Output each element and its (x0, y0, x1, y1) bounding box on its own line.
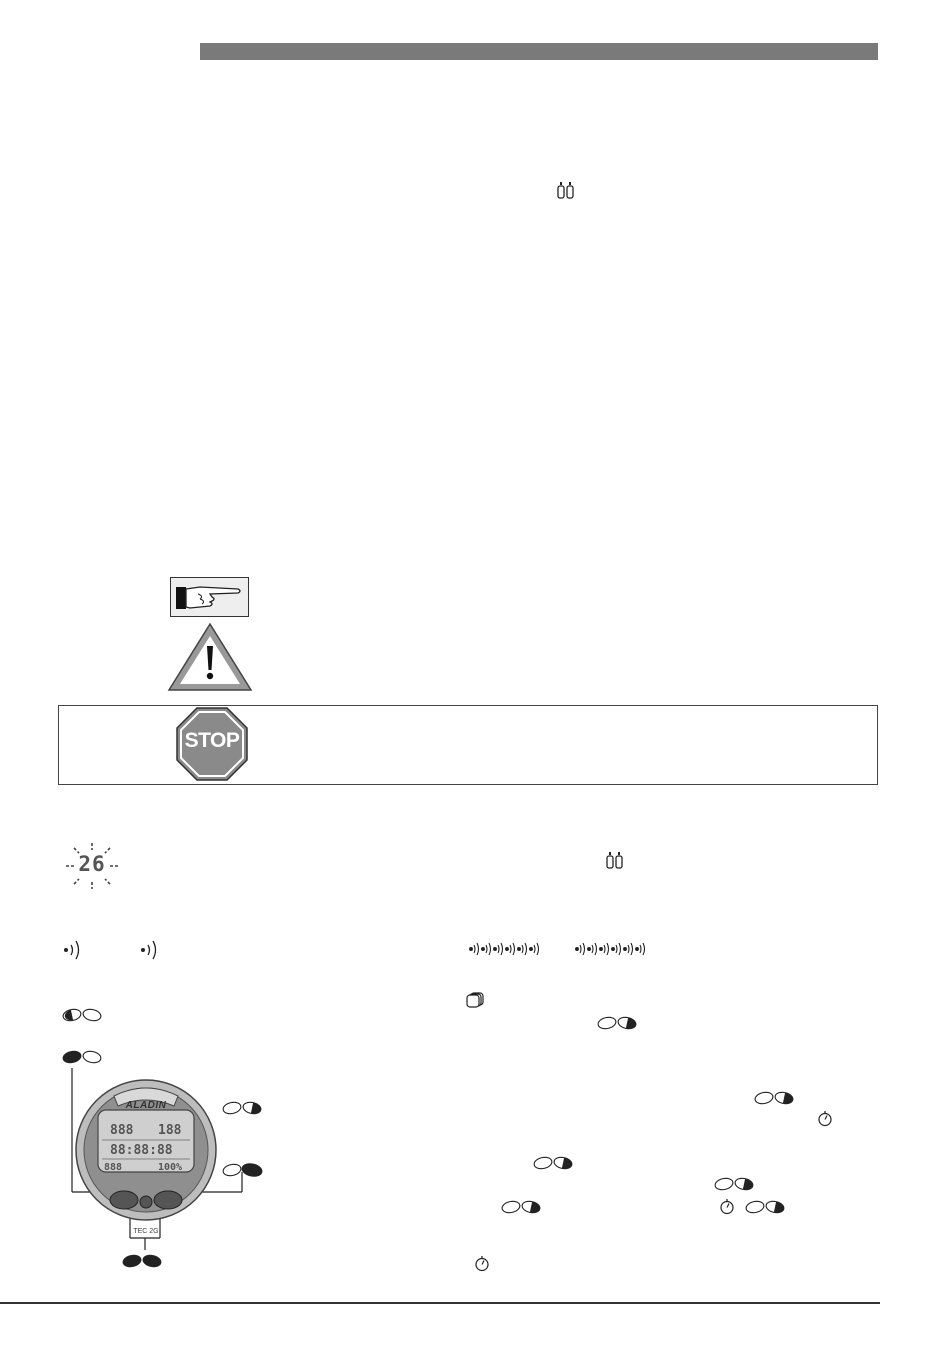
logbook-icon (465, 991, 485, 1009)
twin-tank-icon (605, 851, 625, 869)
svg-text:88:88:88: 88:88:88 (110, 1143, 173, 1158)
pointing-hand-note-icon (170, 577, 249, 617)
audible-signal-icon (62, 936, 86, 962)
button-pair-icon (500, 1199, 542, 1215)
audible-signal-series-icon (574, 940, 646, 958)
button-pair-icon (596, 1015, 638, 1031)
svg-text:888: 888 (110, 1123, 134, 1138)
twin-tank-icon (556, 181, 576, 199)
svg-text:888: 888 (104, 1162, 123, 1173)
warning-triangle-icon (167, 622, 253, 692)
button-pair-icon (532, 1155, 574, 1171)
stopwatch-icon (817, 1111, 833, 1127)
audible-signal-series-icon (468, 940, 540, 958)
footer-rule (0, 1302, 880, 1304)
stopwatch-icon (474, 1256, 490, 1272)
button-pair-icon (61, 1007, 103, 1023)
header-bar (200, 43, 878, 60)
button-pair-icon (753, 1090, 795, 1106)
blinking-display-value: 26 (78, 852, 106, 876)
stopwatch-icon (719, 1199, 735, 1215)
audible-signal-icon (139, 936, 163, 962)
computer-brand-label: ALADIN (125, 1100, 167, 1111)
computer-model-label: TEC 2G (133, 1228, 159, 1235)
stop-sign-label: STOP (184, 729, 240, 752)
button-pair-icon (744, 1199, 786, 1215)
svg-text:100%: 100% (158, 1162, 183, 1173)
button-pair-icon (713, 1176, 755, 1192)
svg-text:188: 188 (158, 1123, 182, 1138)
